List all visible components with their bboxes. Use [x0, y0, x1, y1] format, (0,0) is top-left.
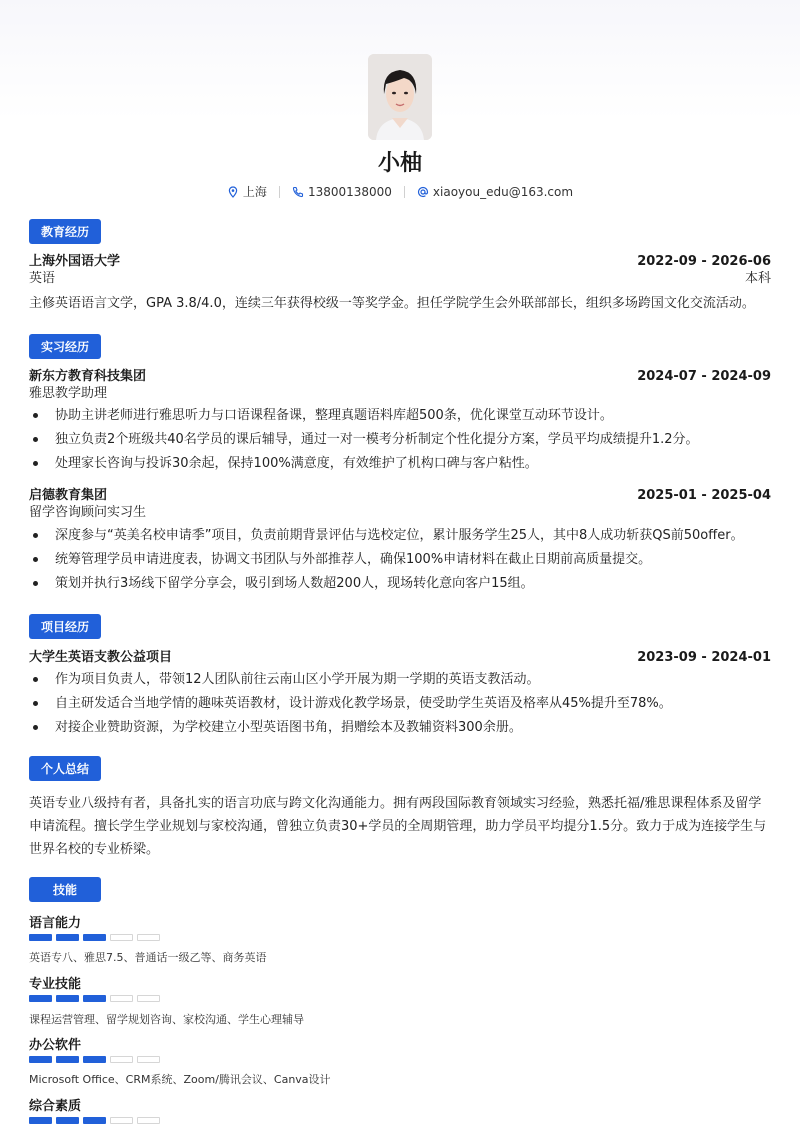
skill-level-segment: [137, 1117, 160, 1124]
skill-level-segment: [56, 1056, 79, 1063]
education-description: 主修英语语言文学，GPA 3.8/4.0，连续三年获得校级一等奖学金。担任学院学生会外联部部长，组织多场跨国文化交流活动。: [29, 296, 755, 311]
skill-title: 综合素质: [29, 1099, 82, 1114]
bullet-item: 策划并执行3场线下留学分享会，吸引到场人数超200人，现场转化意向客户15组。: [29, 575, 771, 599]
school-name: 上海外国语大学: [29, 254, 121, 269]
education-subheader: [29, 270, 771, 288]
section-badge-projects: 项目经历: [29, 614, 101, 639]
skill-level-segment: [83, 1056, 106, 1063]
skill-level-bar: [29, 1117, 160, 1124]
bullet-item: 对接企业赞助资源，为学校建立小型英语图书角，捐赠绘本及教辅资料300余册。: [29, 719, 771, 743]
skill-level-segment: [56, 934, 79, 941]
skill-level-segment: [29, 934, 52, 941]
summary-line: 世界名校的专业桥梁。: [29, 842, 160, 857]
degree: 本科: [744, 271, 771, 286]
skill-level-segment: [83, 934, 106, 941]
internship-bullets: [29, 407, 771, 479]
skill-level-segment: [137, 995, 160, 1002]
skill-level-segment: [29, 995, 52, 1002]
major: 英语: [29, 271, 56, 286]
skill-level-segment: [137, 1056, 160, 1063]
company-name: 新东方教育科技集团: [29, 369, 147, 384]
skill-title: 办公软件: [29, 1038, 82, 1053]
skill-level-bar: [29, 995, 160, 1002]
skill-level-segment: [29, 1117, 52, 1124]
phone-icon: [292, 186, 304, 198]
bullet-item: 自主研发适合当地学情的趣味英语教材，设计游戏化教学场景，使受助学生英语及格率从45%提升至78%。: [29, 695, 771, 719]
avatar: [368, 54, 432, 140]
location-pin-icon: [227, 186, 239, 198]
skill-level-bar: [29, 934, 160, 941]
project-header: [29, 649, 771, 667]
bullet-item: 作为项目负责人，带领12人团队前往云南山区小学开展为期一学期的英语支教活动。: [29, 671, 771, 695]
project-date: 2023-09 - 2024-01: [637, 650, 771, 665]
skill-title: 语言能力: [29, 916, 82, 931]
internship-date: 2024-07 - 2024-09: [637, 369, 771, 384]
location-item: [227, 183, 267, 200]
internship-bullets: [29, 527, 771, 599]
skill-description: Microsoft Office、CRM系统、Zoom/腾讯会议、Canva设计: [29, 1073, 331, 1086]
summary-text: [29, 792, 774, 861]
internship-date: 2025-01 - 2025-04: [637, 488, 771, 503]
skill-level-segment: [110, 934, 133, 941]
bullet-item: 统筹管理学员申请进度表，协调文书团队与外部推荐人，确保100%申请材料在截止日期前高质量提交。: [29, 551, 771, 575]
skill-level-segment: [83, 1117, 106, 1124]
project-name: 大学生英语支教公益项目: [29, 650, 173, 665]
skill-level-bar: [29, 1056, 160, 1063]
internship-header: [29, 487, 771, 505]
company-name: 启德教育集团: [29, 488, 108, 503]
internship-role: 雅思教学助理: [29, 386, 108, 401]
phone-item: [292, 185, 392, 199]
bullet-item: 深度参与“英美名校申请季”项目，负责前期背景评估与选校定位，累计服务学生25人，其中8人成功斩获QS前50offer。: [29, 527, 771, 551]
contact-divider: [279, 186, 280, 198]
skill-description: 课程运营管理、留学规划咨询、家校沟通、学生心理辅导: [29, 1013, 304, 1026]
skill-level-segment: [56, 1117, 79, 1124]
bullet-item: 独立负责2个班级共40名学员的课后辅导，通过一对一模考分析制定个性化提分方案，学员平均成绩提升1.2分。: [29, 431, 771, 455]
summary-line: 申请流程。擅长学生学业规划与家校沟通，曾独立负责30+学员的全周期管理，助力学员平均提分1.5分。致力于成为连接学生与: [29, 819, 767, 834]
skill-level-segment: [110, 1056, 133, 1063]
bullet-item: 协助主讲老师进行雅思听力与口语课程备课，整理真题语料库超500条，优化课堂互动环节设计。: [29, 407, 771, 431]
skill-level-segment: [110, 1117, 133, 1124]
summary-line: 英语专业八级持有者，具备扎实的语言功底与跨文化沟通能力。拥有两段国际教育领域实习经验，熟悉托福/雅思课程体系及留学: [29, 796, 762, 811]
phone-text: 13800138000: [307, 184, 392, 199]
section-badge-summary: 个人总结: [29, 756, 101, 781]
contact-info: [0, 183, 800, 200]
skill-level-segment: [29, 1056, 52, 1063]
skill-level-segment: [83, 995, 106, 1002]
education-date: 2022-09 - 2026-06: [637, 254, 771, 269]
section-badge-skills: 技能: [29, 877, 101, 902]
project-bullets: [29, 671, 771, 743]
skill-level-segment: [56, 995, 79, 1002]
section-badge-education: 教育经历: [29, 219, 101, 244]
skill-level-segment: [110, 995, 133, 1002]
skill-description: 英语专八、雅思7.5、普通话一级乙等、商务英语: [29, 951, 267, 964]
candidate-name: 小柚: [377, 151, 422, 176]
email-text: xiaoyou_edu@163.com: [432, 184, 574, 199]
internship-role: 留学咨询顾问实习生: [29, 505, 147, 520]
location-text: 上海: [242, 185, 267, 199]
education-header: [29, 253, 771, 271]
email-item: [417, 185, 573, 199]
at-sign-icon: [417, 186, 429, 198]
skill-title: 专业技能: [29, 977, 82, 992]
bullet-item: 处理家长咨询与投诉30余起，保持100%满意度，有效维护了机构口碑与客户粘性。: [29, 455, 771, 479]
contact-divider: [404, 186, 405, 198]
skill-level-segment: [137, 934, 160, 941]
internship-header: [29, 368, 771, 386]
section-badge-internship: 实习经历: [29, 334, 101, 359]
